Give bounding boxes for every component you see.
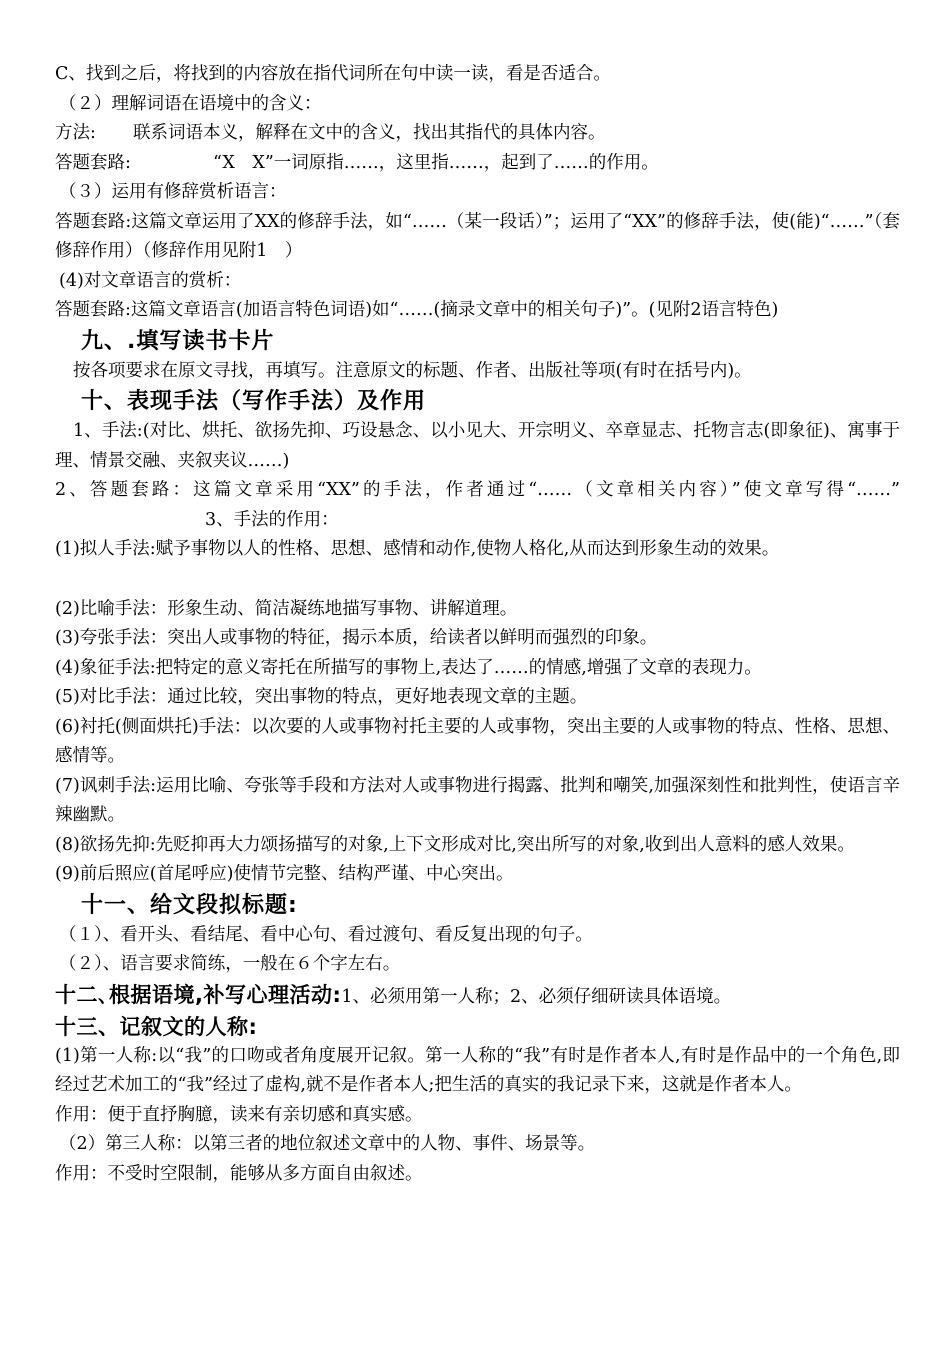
list-item: （2）第三人称：以第三者的地位叙述文章中的人物、事件、场景等。 bbox=[59, 1134, 596, 1154]
method-line bbox=[55, 119, 900, 149]
subsection-title: （３）运用有修辞赏析语言： bbox=[59, 182, 287, 202]
list-item: （１）、看开头、看结尾、看中心句、看过渡句、看反复出现的句子。 bbox=[59, 924, 593, 945]
effect-item: (8)欲扬先抑:先贬抑再大力颂扬描写的对象,上下文形成对比,突出所写的对象,收到出人意料的感人效果。 bbox=[55, 834, 855, 855]
body-line: C、找到之后，将找到的内容放在指代词所在句中读一读，看是否适合。 bbox=[55, 64, 611, 84]
section-heading: 九、.填写读书卡片 bbox=[81, 328, 275, 354]
formula-paragraph: 答题套路:这篇文章运用了XX的修辞手法，如“……（某一段话）”；运用了“XX”的修辞手法，使(能)“……”（套修辞作用）（修辞作用见附1 ） bbox=[55, 211, 900, 261]
formula-line bbox=[55, 149, 900, 179]
item3-text: 3、手法的作用： bbox=[205, 509, 339, 530]
subsection-title: （２）理解词语在语境中的含义： bbox=[59, 93, 322, 114]
effect-item: (3)夸张手法：突出人或事物的特征，揭示本质，给读者以鲜明而强烈的印象。 bbox=[55, 628, 658, 648]
effect-item: (5)对比手法：通过比较，突出事物的特点，更好地表现文章的主题。 bbox=[55, 687, 588, 707]
effect-item: (6)衬托(侧面烘托)手法：以次要的人或事物衬托主要的人或事物，突出主要的人或事物的特点、性格、思想、感情等。 bbox=[55, 716, 900, 766]
list-item: （２）、语言要求简练，一般在６个字左右。 bbox=[59, 954, 401, 974]
section-heading: 十一、给文段拟标题: bbox=[81, 892, 298, 918]
effect-item: (9)前后照应(首尾呼应)使情节完整、结构严谨、中心突出。 bbox=[55, 864, 514, 884]
document-page bbox=[55, 60, 900, 1189]
subsection-title: (4)对文章语言的赏析： bbox=[59, 270, 242, 291]
paragraph: (1)第一人称:以“我”的口吻或者角度展开记叙。第一人称的“我”有时是作者本人,有时是作品中的一个角色,即经过艺术加工的“我”经过了虚构,就不是作者本人;把生活的真实的我记录下来，这就是作者本人。 bbox=[55, 1045, 900, 1095]
effect-item: (7)讽刺手法:运用比喻、夸张等手段和方法对人或事物进行揭露、批判和嘲笑,加强深刻性和批判性，使语言辛辣幽默。 bbox=[55, 775, 900, 825]
heading-text: 十二､根据语境,补写心理活动: bbox=[55, 982, 342, 1007]
section-heading: 十、表现手法（写作手法）及作用 bbox=[81, 389, 427, 414]
formula-paragraph: 答题套路:这篇文章语言(加语言特色词语)如“……(摘录文章中的相关句子)”。(见附2语言特色) bbox=[55, 300, 779, 320]
section-heading: 十三、记叙文的人称: bbox=[55, 1014, 258, 1039]
effect-item: (2)比喻手法：形象生动、简洁凝练地描写事物、讲解道理。 bbox=[55, 598, 518, 619]
formula-text: “X X”一词原指……，这里指……，起到了……的作用。 bbox=[213, 152, 659, 173]
list-item bbox=[55, 476, 900, 535]
effect-line: 作用：不受时空限制，能够从多方面自由叙述。 bbox=[55, 1163, 423, 1184]
effect-line: 作用：便于直抒胸臆，读来有亲切感和真实感。 bbox=[55, 1104, 423, 1125]
list-item: 1、手法:(对比、烘托、欲扬先抑、巧设悬念、以小见大、开宗明义、卒章显志、托物言志(即象征)、寓事于理、情景交融、夹叙夹议……) bbox=[55, 421, 900, 471]
heading-tail: 1、必须用第一人称；2、必须仔细研读具体语境。 bbox=[341, 986, 732, 1007]
formula-label: 答题套路: bbox=[55, 152, 131, 173]
method-label: 方法: bbox=[55, 123, 96, 143]
item2-text: 2、答题套路：这篇文章采用“XX”的手法，作者通过“……（文章相关内容）”使文章写得“……” bbox=[55, 480, 900, 500]
body-line: 按各项要求在原文寻找，再填写。注意原文的标题、作者、出版社等项(有时在括号内)。 bbox=[73, 360, 752, 381]
method-text: 联系词语本义，解释在文中的含义，找出其指代的具体内容。 bbox=[133, 123, 606, 143]
effect-item: (4)象征手法:把特定的意义寄托在所描写的事物上,表达了……的情感,增强了文章的表现力。 bbox=[55, 657, 762, 678]
effect-item: (1)拟人手法:赋予事物以人的性格、思想、感情和动作,使物人格化,从而达到形象生动的效果。 bbox=[55, 539, 780, 559]
section-heading bbox=[55, 980, 900, 1012]
